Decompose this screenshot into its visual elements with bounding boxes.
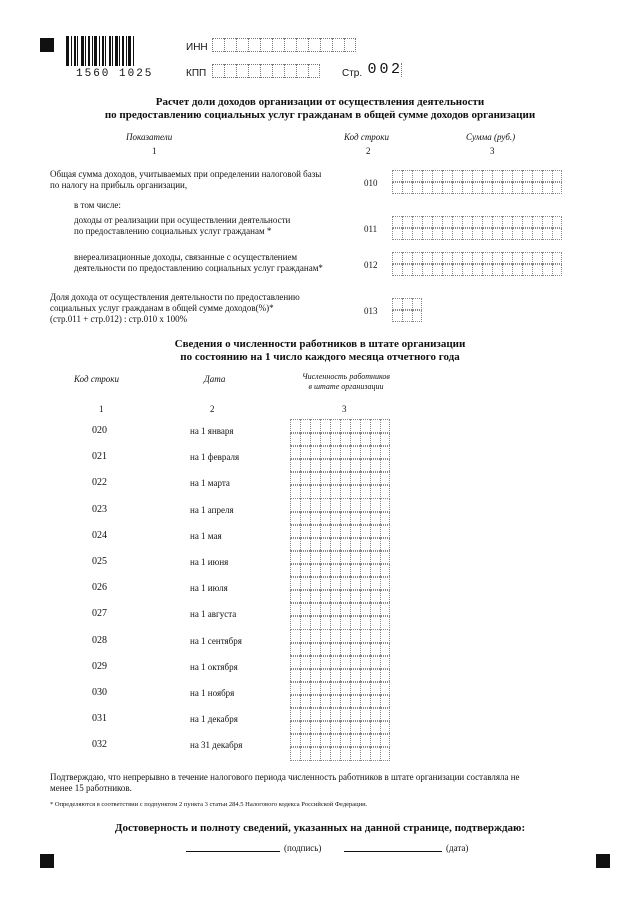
emp-row-code: 022 <box>92 477 107 488</box>
row-011-text-line1: доходы от реализации при осуществлении деятельности <box>74 215 291 225</box>
inn-label: ИНН <box>186 42 208 53</box>
page-digit: 2 <box>390 61 400 78</box>
col2-number-2: 2 <box>210 404 215 414</box>
row-012-code: 012 <box>364 260 378 270</box>
row-012-text-line1: внереализационные доходы, связанные с осуществлением <box>74 252 298 262</box>
row-013-text <box>50 292 300 325</box>
row-012-text-line2: деятельности по предоставлению социальных услуг гражданам* <box>74 263 323 273</box>
col2-number-1: 1 <box>99 404 104 414</box>
emp-row-code: 021 <box>92 451 107 462</box>
page-label: Стр. <box>342 68 363 79</box>
emp-row-count-field[interactable] <box>290 629 390 657</box>
confirmation-line2: менее 15 работников. <box>50 783 132 793</box>
emp-row-date: на 1 марта <box>190 478 230 488</box>
footnote: * Определяются в соответствии с подпунктом 2 пункта 3 статьи 284.5 Налогового кодекса Российской Федерации. <box>50 801 368 808</box>
corner-marker-bottom-right <box>596 854 610 868</box>
col-line-code-header: Код строки <box>344 132 390 142</box>
row-011-text <box>74 215 290 237</box>
emp-row-count-field[interactable] <box>290 733 390 761</box>
section1-title-line1: Расчет доли доходов организации от осуществления деятельности <box>155 96 485 108</box>
emp-row-count-field[interactable] <box>290 498 390 526</box>
date-line[interactable] <box>344 851 442 852</box>
emp-row-date: на 1 мая <box>190 531 222 541</box>
emp-row-date: на 1 апреля <box>190 505 234 515</box>
row-013-code: 013 <box>364 306 378 316</box>
emp-row-code: 027 <box>92 608 107 619</box>
including-label: в том числе: <box>74 200 121 210</box>
emp-row-count-field[interactable] <box>290 707 390 735</box>
kpp-field[interactable] <box>212 64 320 78</box>
row-012-amount-field[interactable] <box>392 252 562 276</box>
emp-row-count-field[interactable] <box>290 602 390 630</box>
col2-line-code-header: Код строки <box>74 374 120 384</box>
signature-line[interactable] <box>186 851 280 852</box>
emp-row-date: на 31 декабря <box>190 740 243 750</box>
inn-field[interactable] <box>212 38 356 52</box>
corner-marker-bottom-left <box>40 854 54 868</box>
col2-count-header <box>286 372 406 392</box>
col-number-2: 2 <box>366 146 371 156</box>
row-010-text-line1: Общая сумма доходов, учитываемых при определении налоговой базы <box>50 169 322 179</box>
emp-row-date: на 1 февраля <box>190 452 240 462</box>
emp-row-code: 023 <box>92 504 107 515</box>
col-indicators-header: Показатели <box>126 132 173 142</box>
emp-row-date: на 1 июля <box>190 583 228 593</box>
kpp-label: КПП <box>186 68 207 79</box>
emp-row-count-field[interactable] <box>290 419 390 447</box>
row-010-amount-field[interactable] <box>392 170 562 194</box>
row-013-percent-field[interactable] <box>392 298 422 322</box>
row-012-text <box>74 252 323 274</box>
row-010-code: 010 <box>364 178 378 188</box>
emp-row-count-field[interactable] <box>290 576 390 604</box>
emp-row-date: на 1 декабря <box>190 714 238 724</box>
row-013-formula: (стр.011 + стр.012) : стр.010 х 100% <box>50 314 188 324</box>
emp-row-code: 026 <box>92 582 107 593</box>
emp-row-code: 020 <box>92 425 107 436</box>
confirmation-text <box>50 772 590 794</box>
emp-row-count-field[interactable] <box>290 681 390 709</box>
corner-marker-top-left <box>40 38 54 52</box>
emp-row-date: на 1 октября <box>190 662 238 672</box>
emp-row-code: 029 <box>92 661 107 672</box>
col2-count-header-line2: в штате организации <box>308 382 384 391</box>
confirmation-line1: Подтверждаю, что непрерывно в течение налогового периода численность работников в штате организации составляла не <box>50 772 520 782</box>
date-label: (дата) <box>446 843 469 853</box>
emp-row-code: 025 <box>92 556 107 567</box>
emp-row-count-field[interactable] <box>290 550 390 578</box>
section1-title-line2: по предоставлению социальных услуг гражданам в общей сумме доходов организации <box>104 109 536 121</box>
emp-row-count-field[interactable] <box>290 655 390 683</box>
signature-label: (подпись) <box>284 843 322 853</box>
barcode <box>66 36 150 66</box>
row-011-text-line2: по предоставлению социальных услуг гражданам * <box>74 226 272 236</box>
emp-row-code: 024 <box>92 530 107 541</box>
row-013-text-line1: Доля дохода от осуществления деятельности по предоставлению <box>50 292 300 302</box>
barcode-number: 1560 1025 <box>76 68 154 80</box>
emp-row-count-field[interactable] <box>290 471 390 499</box>
row-013-text-line2: социальных услуг гражданам в общей сумме доходов(%)* <box>50 303 274 313</box>
emp-row-date: на 1 ноября <box>190 688 235 698</box>
emp-row-date: на 1 июня <box>190 557 229 567</box>
emp-row-count-field[interactable] <box>290 524 390 552</box>
emp-row-date: на 1 января <box>190 426 234 436</box>
row-010-text <box>50 169 321 191</box>
row-011-code: 011 <box>364 224 378 234</box>
row-011-amount-field[interactable] <box>392 216 562 240</box>
emp-row-date: на 1 сентября <box>190 636 242 646</box>
col-number-1: 1 <box>152 146 157 156</box>
emp-row-count-field[interactable] <box>290 445 390 473</box>
col-sum-header: Сумма (руб.) <box>466 132 516 142</box>
emp-row-code: 031 <box>92 713 107 724</box>
emp-row-code: 032 <box>92 739 107 750</box>
page-digit: 0 <box>379 61 389 78</box>
col2-count-header-line1: Численность работников <box>302 372 390 381</box>
col2-date-header: Дата <box>204 374 226 384</box>
row-010-text-line2: по налогу на прибыль организации, <box>50 180 188 190</box>
section2-title-line2: по состоянию на 1 число каждого месяца отчетного года <box>180 351 460 363</box>
section2-title-line1: Сведения о численности работников в штате организации <box>174 338 466 350</box>
certify-statement: Достоверность и полноту сведений, указанных на данной странице, подтверждаю: <box>114 822 526 834</box>
page-digit: 0 <box>367 61 377 78</box>
emp-row-code: 030 <box>92 687 107 698</box>
emp-row-code: 028 <box>92 635 107 646</box>
page-number <box>366 63 402 77</box>
col2-number-3: 3 <box>342 404 347 414</box>
emp-row-date: на 1 августа <box>190 609 237 619</box>
col-number-3: 3 <box>490 146 495 156</box>
